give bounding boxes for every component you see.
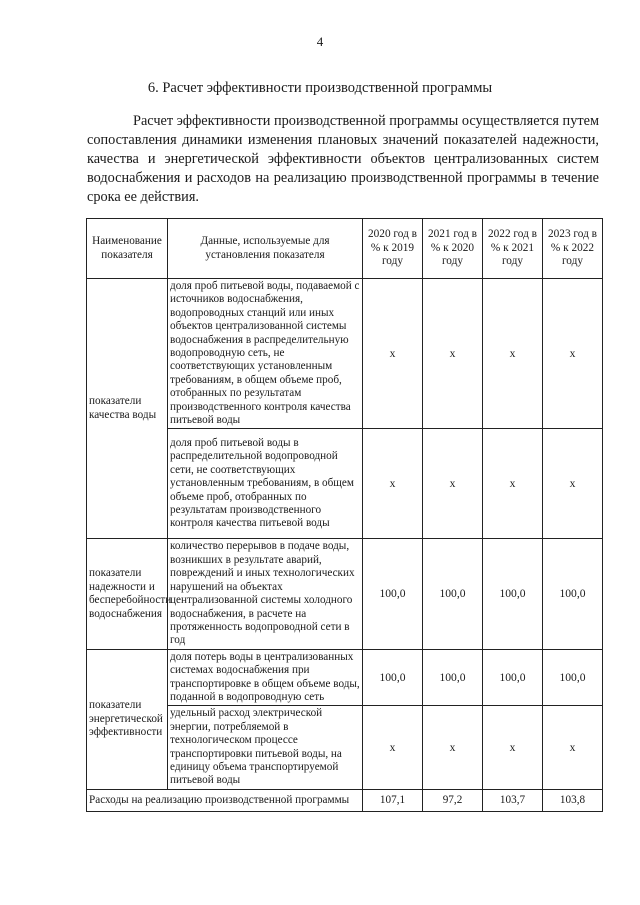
- efficiency-table: [86, 218, 603, 812]
- value-cell: х: [543, 429, 603, 539]
- table-row: [87, 649, 603, 706]
- value-cell: 100,0: [543, 649, 603, 706]
- total-value-2023: 103,8: [543, 789, 603, 811]
- row-description: удельный расход электрической энергии, потребляемой в технологическом процессе транспортировки питьевой воды, на единицу объема транспортируемой питьевой воды: [168, 706, 363, 789]
- value-cell: 100,0: [483, 649, 543, 706]
- total-row: [87, 789, 603, 811]
- table-header-row: [87, 219, 603, 279]
- value-cell: 100,0: [363, 649, 423, 706]
- value-cell: 100,0: [423, 649, 483, 706]
- group-reliability: показатели надежности и бесперебойности водоснабжения: [87, 539, 168, 649]
- value-cell: х: [483, 706, 543, 789]
- total-label: Расходы на реализацию производственной программы: [87, 789, 363, 811]
- table-row: [87, 279, 603, 429]
- value-cell: 100,0: [423, 539, 483, 649]
- row-description: количество перерывов в подаче воды, возникших в результате аварий, повреждений и иных технологических нарушений на объектах централизованной системы холодного водоснабжения, в расчете на протяженность водопроводной сети в год: [168, 539, 363, 649]
- page-number: 4: [316, 34, 324, 49]
- table-row: [87, 539, 603, 649]
- value-cell: х: [543, 279, 603, 429]
- value-cell: 100,0: [363, 539, 423, 649]
- row-description: доля проб питьевой воды в распределительной водопроводной сети, не соответствующих установленным требованиям, в общем объеме проб, отобранных по результатам производственного контроля качества питьевой воды: [168, 429, 363, 539]
- row-description: доля потерь воды в централизованных системах водоснабжения при транспортировке в общем объеме воды, поданной в водопроводную сеть: [168, 649, 363, 706]
- row-description: доля проб питьевой воды, подаваемой с источников водоснабжения, водопроводных станций или иных объектов централизованной системы водоснабжения в распределительную водопроводную сеть, не соответствующих установленным требованиям, в общем объеме проб, отобранных по результатам производственного контроля качества питьевой воды: [168, 279, 363, 429]
- header-2023: 2023 год в % к 2022 году: [543, 219, 603, 279]
- value-cell: х: [363, 706, 423, 789]
- group-quality: показатели качества воды: [87, 279, 168, 539]
- value-cell: х: [363, 429, 423, 539]
- value-cell: х: [483, 279, 543, 429]
- value-cell: х: [543, 706, 603, 789]
- header-2021: 2021 год в % к 2020 году: [423, 219, 483, 279]
- intro-paragraph: Расчет эффективности производственной программы осуществляется путем сопоставления динамики изменения плановых значений показателей надежности, качества и энергетической эффективности объектов централизованных систем водоснабжения и расходов на реализацию производственной программы в течение срока ее действия.: [87, 113, 599, 205]
- header-2020: 2020 год в % к 2019 году: [363, 219, 423, 279]
- section-title: 6. Расчет эффективности производственной программы: [147, 80, 493, 96]
- header-2022: 2022 год в % к 2021 году: [483, 219, 543, 279]
- value-cell: 100,0: [483, 539, 543, 649]
- value-cell: х: [423, 706, 483, 789]
- header-indicator-name: Наименование показателя: [87, 219, 168, 279]
- value-cell: 100,0: [543, 539, 603, 649]
- total-value-2020: 107,1: [363, 789, 423, 811]
- value-cell: х: [483, 429, 543, 539]
- total-value-2022: 103,7: [483, 789, 543, 811]
- group-energy: показатели энергетической эффективности: [87, 649, 168, 789]
- total-value-2021: 97,2: [423, 789, 483, 811]
- value-cell: х: [363, 279, 423, 429]
- header-indicator-data: Данные, используемые для установления показателя: [168, 219, 363, 279]
- value-cell: х: [423, 429, 483, 539]
- value-cell: х: [423, 279, 483, 429]
